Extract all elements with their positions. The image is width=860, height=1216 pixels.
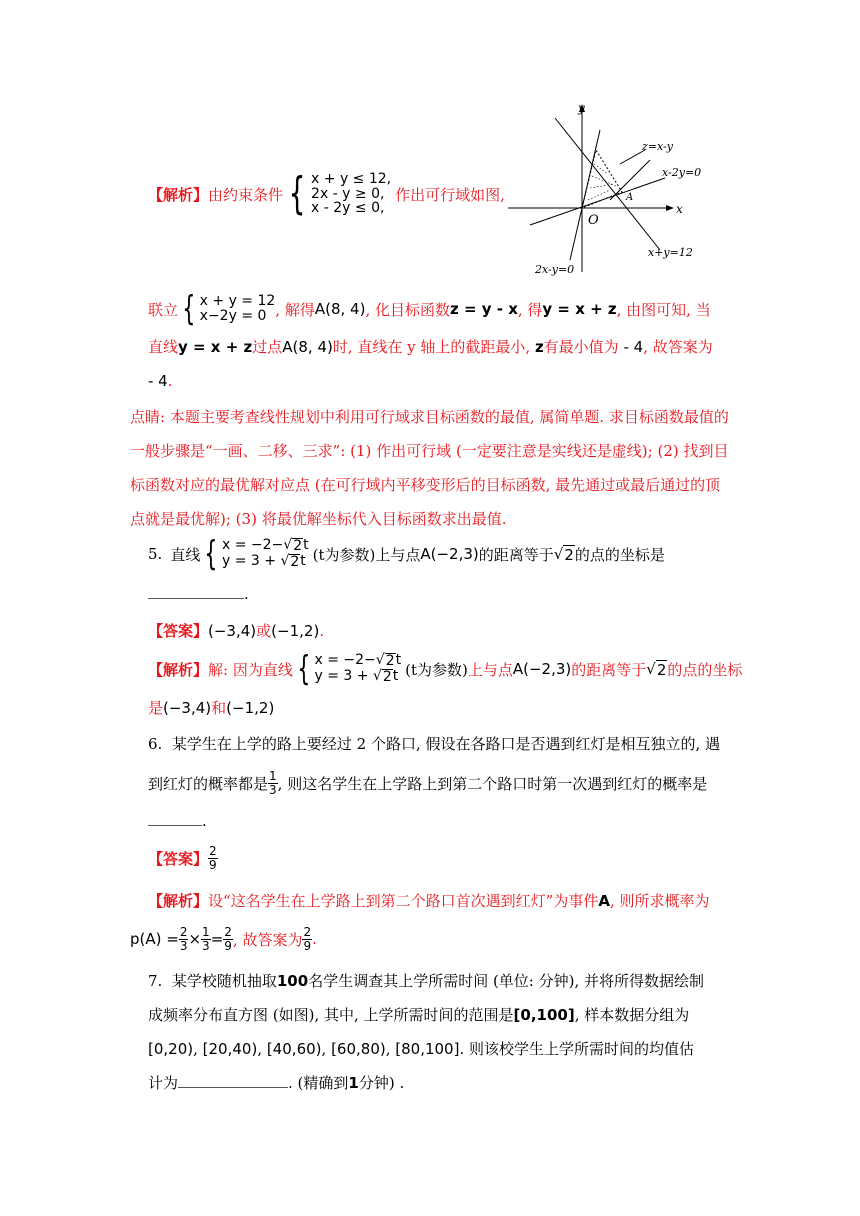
q7-100: 100 xyxy=(276,972,309,990)
constraint-1: x + y ≤ 12, xyxy=(311,171,392,187)
eq: = xyxy=(210,930,224,949)
q6-answer-blank[interactable] xyxy=(148,825,202,826)
q6-line1: 某学生在上学的路上要经过 2 个路口, 假设在各路口是否遇到红灯是相互独立的, 遇 xyxy=(171,735,721,753)
lianli-lead: 联立 xyxy=(148,300,179,319)
g4: [60,80) xyxy=(331,1040,386,1058)
event-a: A xyxy=(598,892,610,910)
q5jx-dist: 的距离等于 xyxy=(571,660,647,679)
q5-ans-2: (−1,2) xyxy=(271,622,320,640)
l2b5: (−3,4) xyxy=(163,699,212,717)
question-7-line-4 xyxy=(148,1072,404,1093)
q5-mid: 上与点 xyxy=(375,545,421,564)
d1: 3 xyxy=(179,938,188,953)
q6-answer xyxy=(148,845,218,871)
q6-l2b: , 则这名学生在上学路上到第二个路口时第一次遇到红灯的概率是 xyxy=(277,774,708,793)
line-x-plus-y xyxy=(555,118,660,250)
q7-l2c: , 样本数据分组为 xyxy=(574,1006,690,1024)
jx-eq-y xyxy=(314,669,401,685)
fn: 1 xyxy=(269,769,277,783)
q6-answer-frac xyxy=(208,845,218,871)
f2 xyxy=(201,926,211,952)
lianli-t1: , 解得 xyxy=(275,300,315,319)
s1: √ 2 xyxy=(375,652,395,670)
q6-jiexi xyxy=(148,890,710,911)
q5jx-param-eq: { x = −2−√ 2 t y = 3 + √ 2 t xyxy=(297,649,402,689)
t3: t xyxy=(395,652,402,669)
l2c5: 和 xyxy=(211,699,227,717)
question-5 xyxy=(148,534,665,574)
q5-tail: 的点的坐标是 xyxy=(574,545,665,564)
t2: t xyxy=(300,553,306,569)
q5jx-lead: 解: 因为直线 xyxy=(208,660,293,679)
q6-end: . xyxy=(202,812,207,830)
g1: [0,20) xyxy=(148,1040,194,1058)
t: t xyxy=(303,537,309,554)
pA: p(A) = xyxy=(130,930,179,949)
q5jx-sqrt: √ 2 xyxy=(646,659,667,679)
constraint-2: 2x - y ≥ 0, xyxy=(311,185,385,202)
lianli-line-2 xyxy=(148,336,713,357)
q6-jiexi-line-2 xyxy=(130,926,317,952)
q5-e1: x = −2− xyxy=(221,537,284,554)
q7-l4a: 计为 xyxy=(148,1074,179,1092)
sqrt-2b: √ 2 xyxy=(280,553,300,570)
r3: 2 xyxy=(656,660,667,679)
q6-fraction xyxy=(268,770,278,796)
jiexi-tag-5: 【解析】 xyxy=(148,660,209,679)
q7-l4b: . (精确到 xyxy=(288,1074,349,1092)
q5-jiexi xyxy=(148,649,743,689)
sep2: , xyxy=(257,1040,267,1058)
question-7-line-2 xyxy=(148,1004,689,1025)
lianli-eq-1: x + y = 12 xyxy=(199,293,276,310)
q5-ans-1: (−3,4) xyxy=(208,622,257,640)
r2: 2 xyxy=(382,669,392,685)
q5-e2: y = 3 + xyxy=(221,553,281,569)
lianli-line-1 xyxy=(148,289,711,329)
jx-eq-x xyxy=(314,653,401,669)
sep3: , xyxy=(321,1040,332,1058)
q7-range: [0,100] xyxy=(513,1006,575,1024)
q5-point: A(−2,3) xyxy=(420,545,479,563)
n3: 2 xyxy=(224,925,232,939)
feasible-region-graph xyxy=(500,100,715,280)
l2i: , 故答案为 xyxy=(643,338,713,356)
jx-end: . xyxy=(312,930,317,949)
e2b: y = 3 + xyxy=(314,668,373,684)
q7-l2a: 成频率分布直方图 (如图), 其中, 上学所需时间的范围是 xyxy=(148,1006,514,1024)
n2: 1 xyxy=(202,925,210,939)
q7-1: 1 xyxy=(348,1074,359,1092)
jx-l1a: 设“这名学生在上学路上到第二个路口首次遇到红灯”为事件 xyxy=(208,892,599,910)
line-z-label: z=x-y xyxy=(642,140,673,153)
l3b: . xyxy=(167,372,173,390)
answer-tag: 【答案】 xyxy=(148,622,209,640)
d4: 9 xyxy=(303,938,312,953)
dianjing: 点睛: 本题主要考查线性规划中利用可行域求目标函数的最值, 属简单题. 求目标函数最值的一般步骤是“一画、二移、三求”: (1) 作出可行域 (一定要注意是实线还是虚线); (2) 找到目标函数对应的最优解对应点 (在可行域内平移变形后的目标函数, 最先通过或最后通过的顶点就是最优解); (3) 将最优解坐标代入目标函数求出最值. xyxy=(130,408,729,528)
question-6-line-2 xyxy=(148,770,707,796)
x-axis-arrow xyxy=(666,205,674,211)
jx-tag-6: 【解析】 xyxy=(148,892,209,910)
region-hatch xyxy=(588,164,616,200)
q6-num: 6. xyxy=(148,735,163,753)
sep1: , xyxy=(193,1040,203,1058)
l2e: 时, 直线在 y 轴上的截距最小, xyxy=(332,338,535,356)
answer-value: - 4 xyxy=(148,372,168,390)
line-2x-minus-y xyxy=(570,130,600,260)
q5jx-point: A(−2,3) xyxy=(512,660,572,678)
point-a-label: A xyxy=(626,192,634,203)
question-7 xyxy=(148,970,704,991)
x-axis-label: x xyxy=(676,202,683,216)
q5-sqrt2: √ 2 xyxy=(553,544,574,564)
jx-tail: , 故答案为 xyxy=(232,930,303,949)
q5jx-param: (t为参数) xyxy=(405,660,468,679)
q7-l4d: 分钟) . xyxy=(358,1074,405,1092)
g2: [20,40) xyxy=(202,1040,258,1058)
d2: 3 xyxy=(202,938,210,953)
q5-end: . xyxy=(244,585,249,603)
q5-answer xyxy=(148,620,324,641)
sep4: , xyxy=(385,1040,396,1058)
q5-dist: 的距离等于 xyxy=(478,545,554,564)
q7-l1a: 某学校随机抽取 xyxy=(171,972,277,990)
f3 xyxy=(223,926,233,952)
rad2: 2 xyxy=(290,554,300,570)
times: × xyxy=(188,930,202,949)
q5-param-eq: { x = −2−√ 2 t y = 3 + √ 2 t xyxy=(204,534,309,574)
jx-l1c: , 则所求概率为 xyxy=(609,892,710,910)
an: 2 xyxy=(209,844,217,858)
brace: { xyxy=(288,168,306,220)
line-eq-2: y = x + z xyxy=(178,338,253,356)
line-2xy-label: 2x-y=0 xyxy=(535,263,575,276)
l2a5: 是 xyxy=(148,699,164,717)
q5-answer-blank[interactable] xyxy=(148,598,244,599)
y-axis-label: y xyxy=(578,101,585,115)
lianli-line-3 xyxy=(148,372,173,390)
origin-label: O xyxy=(588,213,599,228)
jiexi-1 xyxy=(148,168,505,220)
end: . xyxy=(319,622,325,640)
jiexi-lead: 由约束条件 xyxy=(208,185,284,204)
lianli-eq-2: x−2y = 0 xyxy=(199,308,267,324)
sqrt-2: √ 2 xyxy=(283,537,303,555)
question-7-line-3 xyxy=(148,1038,694,1059)
q5-eq-y xyxy=(222,554,309,570)
jiexi-tail: 作出可行域如图, xyxy=(395,185,505,204)
l2a: 直线 xyxy=(148,338,179,356)
f4 xyxy=(302,926,312,952)
q6-l2a: 到红灯的概率都是 xyxy=(148,774,269,793)
ans-tag-6: 【答案】 xyxy=(148,849,209,868)
r1: 2 xyxy=(385,653,395,670)
line-eq: y = x + z xyxy=(542,300,617,318)
q5-lead: 直线 xyxy=(170,545,201,564)
t4: t xyxy=(392,668,399,684)
rad3: 2 xyxy=(564,545,574,564)
q5-jiexi-line-2 xyxy=(148,697,274,718)
line-xy12-label: x+y=12 xyxy=(648,246,693,259)
f1 xyxy=(179,926,189,952)
question-6 xyxy=(148,733,720,754)
e1b: x = −2− xyxy=(314,652,376,669)
g5: [80,100] xyxy=(395,1040,460,1058)
lianli-t7: , 由图可知, 当 xyxy=(616,300,711,319)
point-a-2: A(8, 4) xyxy=(282,338,333,356)
d3: 9 xyxy=(224,938,232,953)
point-a: A(8, 4) xyxy=(314,300,366,318)
jiexi-tag: 【解析】 xyxy=(148,185,209,204)
z-var: z xyxy=(534,338,544,356)
l2d5: (−1,2) xyxy=(226,699,275,717)
constraint-3: x - 2y ≤ 0, xyxy=(311,200,385,217)
ad: 9 xyxy=(209,857,217,872)
l2c: 过点 xyxy=(252,338,283,356)
n1: 2 xyxy=(179,925,188,939)
q6-blank-line xyxy=(148,812,207,830)
lianli-system: { x + y = 12 x−2y = 0 xyxy=(182,289,276,329)
min-value: - 4 xyxy=(618,338,644,356)
constraint-system xyxy=(283,168,392,220)
q7-l3end: . 则该校学生上学所需时间的均值估 xyxy=(459,1040,695,1058)
or: 或 xyxy=(256,622,272,640)
lianli-t5: , 得 xyxy=(517,300,543,319)
s2: √ 2 xyxy=(372,668,392,685)
q7-answer-blank[interactable] xyxy=(178,1087,288,1088)
rad: 2 xyxy=(293,538,303,555)
q5-param: (t为参数) xyxy=(312,545,376,564)
q5-eq-x xyxy=(222,538,309,554)
q5-blank-line xyxy=(148,585,249,603)
g3: [40,60) xyxy=(266,1040,322,1058)
q7-l1c: 名学生调查其上学所需时间 (单位: 分钟), 并将所得数据绘制 xyxy=(308,972,705,990)
q5jx-mid: 上与点 xyxy=(467,660,513,679)
q7-num: 7. xyxy=(148,972,163,990)
q5-num: 5. xyxy=(148,545,163,563)
l2g: 有最小值为 xyxy=(543,338,619,356)
fd: 3 xyxy=(269,782,277,797)
objective-fn: z = y - x xyxy=(450,300,518,318)
n4: 2 xyxy=(303,925,312,939)
q5jx-tail: 的点的坐标 xyxy=(667,660,743,679)
lianli-t3: , 化目标函数 xyxy=(365,300,450,319)
line-x2y-label: x-2y=0 xyxy=(662,166,702,179)
